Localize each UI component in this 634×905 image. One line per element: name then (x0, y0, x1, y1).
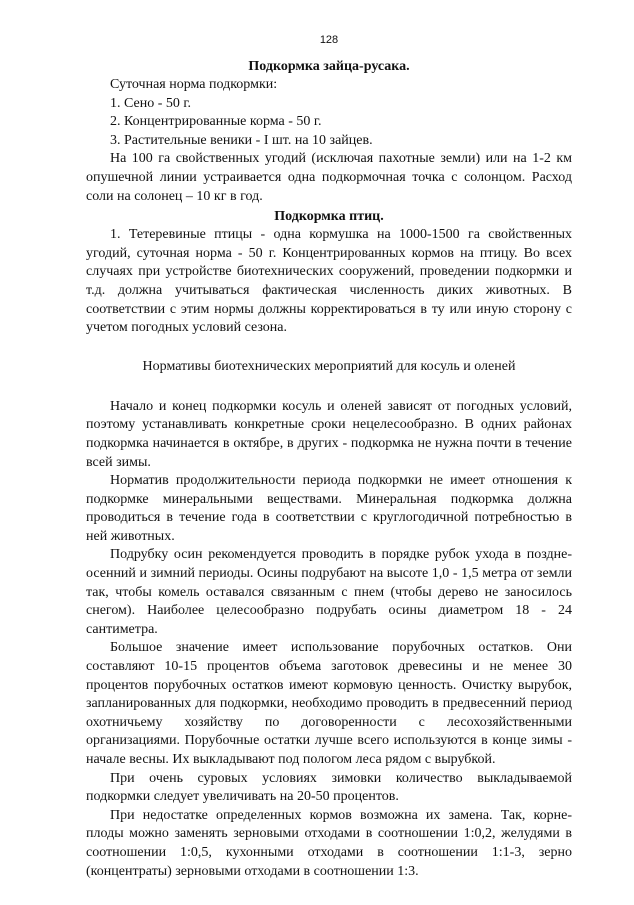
deer-paragraph: При недостатке определенных кормов возможна их замена. Так, корне-плоды можно заменять зерновыми отходами в соотношении 1:0,2, желудями в соотношении 1:0,5, кухонными отходами в соотношении 1:1-3, зерно (концентраты) зерновыми отходами в соотношении 1:3. (86, 807, 572, 879)
hare-paragraph: На 100 га свойственных угодий (исключая пахотные земли) или на 1-2 км опушечной линии устраивается одна подкормочная точка с солонцом. Расход соли на солонец – 10 кг в год. (86, 151, 572, 204)
birds-paragraph: 1. Тетеревиные птицы - одна кормушка на 1000-1500 га свойственных угодий, суточная норма - 50 г. Концентрированных кормов на птицу. Во всех случаях при устройстве биотехнических сооружений, проведении подкормки и т.д. должна учитываться фактическая численность диких животных. В соответствии с этим нормы должны корректироваться в ту или иную сторону с учетом погодных условий сезона. (86, 227, 572, 336)
deer-paragraph: При очень суровых условиях зимовки количество выкладываемой подкормки следует увеличивать на 20-50 процентов. (86, 770, 572, 805)
deer-section-title: Нормативы биотехнических мероприятий для косуль и оленей (142, 358, 516, 374)
hare-norm-item: 2. Концентрированные корма - 50 г. (110, 114, 322, 130)
deer-paragraph: Начало и конец подкормки косуль и оленей зависят от погодных условий, поэтому устанавливать конкретные сроки нецелесообразно. В одних районах подкормка начинается в октябре, в других - подкормка не нужна почти в течение всей зимы. (86, 398, 572, 470)
birds-section (86, 208, 572, 338)
hare-norm-item: 1. Сено - 50 г. (110, 95, 192, 111)
deer-paragraph: Норматив продолжительности периода подкормки не имеет отношения к подкормке минеральными веществами. Минеральная подкормка должна проводиться в течение года в соответствии с круглогодичной потребностью в ней животных. (86, 473, 572, 544)
page-number: 128 (319, 34, 339, 46)
hare-norm-item: 3. Растительные веники - I шт. на 10 зайцев. (110, 132, 373, 148)
hare-section (86, 58, 572, 206)
hare-section-title: Подкормка зайца-русака. (248, 59, 410, 74)
birds-section-title: Подкормка птиц. (274, 209, 384, 225)
deer-section (86, 358, 572, 881)
hare-norm-label: Суточная норма подкормки: (110, 77, 278, 92)
deer-paragraph: Большое значение имеет использование порубочных остатков. Они составляют 10-15 процентов объема заготовок древесины и не менее 30 процентов порубочных остатков имеют кормовую ценность. Очистку вырубок, запланированных для подкормки, необходимо проводить в предвесенний период охотничьему хозяйству по договоренности с лесохозяйственными организациями. Порубочные остатки лучше всего используются в конце зимы - начале весны. Их выкладывают под пологом леса рядом с вырубкой. (86, 640, 572, 767)
deer-paragraph: Подрубку осин рекомендуется проводить в порядке рубок ухода в поздне-осенний и зимний периоды. Осины подрубают на высоте 1,0 - 1,5 метра от земли так, чтобы комель оставался связанным с пнем (чтобы дерево не заносилось снегом). Наиболее целесообразно подрубать осины диаметром 18 - 24 сантиметра. (86, 547, 572, 637)
